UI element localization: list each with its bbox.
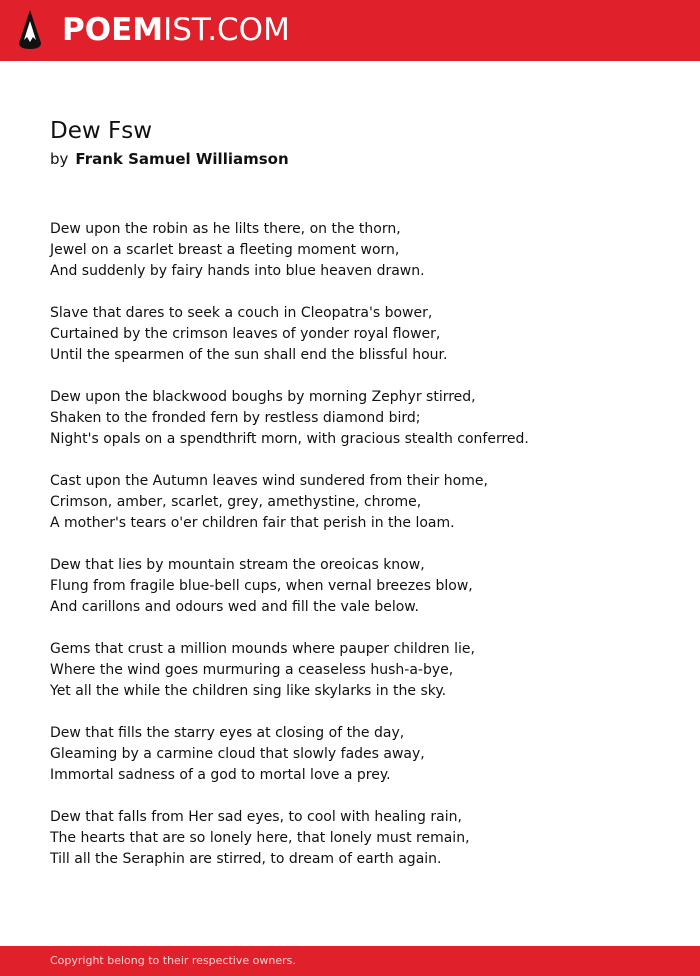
- poem-line: Shaken to the fronded fern by restless diamond bird;: [50, 410, 421, 426]
- stanza: [50, 807, 670, 870]
- stanza: [50, 219, 670, 282]
- poem-line: Yet all the while the children sing like skylarks in the sky.: [50, 683, 447, 699]
- poem-line: Dew upon the blackwood boughs by morning Zephyr stirred,: [50, 389, 476, 405]
- stanza: [50, 471, 670, 534]
- poem-line: Gleaming by a carmine cloud that slowly fades away,: [50, 746, 425, 762]
- poem-line: A mother's tears o'er children fair that perish in the loam.: [50, 515, 455, 531]
- author-name: Frank Samuel Williamson: [75, 150, 289, 168]
- poem-line: Night's opals on a spendthrift morn, with gracious stealth conferred.: [50, 431, 529, 447]
- poem-line: Dew that lies by mountain stream the oreoicas know,: [50, 557, 425, 573]
- poem-line: Curtained by the crimson leaves of yonder royal flower,: [50, 326, 441, 342]
- poem-line: Dew that falls from Her sad eyes, to cool with healing rain,: [50, 809, 462, 825]
- poem-line: Slave that dares to seek a couch in Cleopatra's bower,: [50, 305, 433, 321]
- logo-brand-bold: POEM: [62, 12, 164, 48]
- site-footer: [0, 946, 700, 976]
- poem-line: Where the wind goes murmuring a ceaseless hush-a-bye,: [50, 662, 454, 678]
- poem-body: [50, 219, 670, 891]
- logo-brand-light: IST.COM: [163, 12, 290, 48]
- stanza: [50, 303, 670, 366]
- poem-line: The hearts that are so lonely here, that lonely must remain,: [50, 830, 470, 846]
- stanza: [50, 639, 670, 702]
- byline: [50, 149, 289, 169]
- poem-line: Cast upon the Autumn leaves wind sundered from their home,: [50, 473, 488, 489]
- poem-line: Gems that crust a million mounds where pauper children lie,: [50, 641, 475, 657]
- poem-line: Jewel on a scarlet breast a fleeting moment worn,: [50, 242, 400, 258]
- poem-line: Dew upon the robin as he lilts there, on the thorn,: [50, 221, 401, 237]
- poem-line: And carillons and odours wed and fill the vale below.: [50, 599, 419, 615]
- poem-line: And suddenly by fairy hands into blue heaven drawn.: [50, 263, 425, 279]
- by-label: by: [50, 150, 69, 168]
- poem-line: Until the spearmen of the sun shall end the blissful hour.: [50, 347, 448, 363]
- poem-line: Till all the Seraphin are stirred, to dream of earth again.: [50, 851, 442, 867]
- poem-line: Immortal sadness of a god to mortal love a prey.: [50, 767, 391, 783]
- copyright-notice: Copyright belong to their respective owners.: [50, 954, 296, 967]
- poem-title: Dew Fsw: [50, 118, 153, 144]
- stanza: [50, 555, 670, 618]
- stanza: [50, 387, 670, 450]
- site-header: [0, 0, 700, 61]
- site-logo[interactable]: [62, 10, 290, 50]
- poem-line: Flung from fragile blue-bell cups, when vernal breezes blow,: [50, 578, 473, 594]
- pencil-tip-icon[interactable]: [17, 9, 43, 51]
- poem-line: Dew that fills the starry eyes at closing of the day,: [50, 725, 405, 741]
- stanza: [50, 723, 670, 786]
- poem-line: Crimson, amber, scarlet, grey, amethystine, chrome,: [50, 494, 422, 510]
